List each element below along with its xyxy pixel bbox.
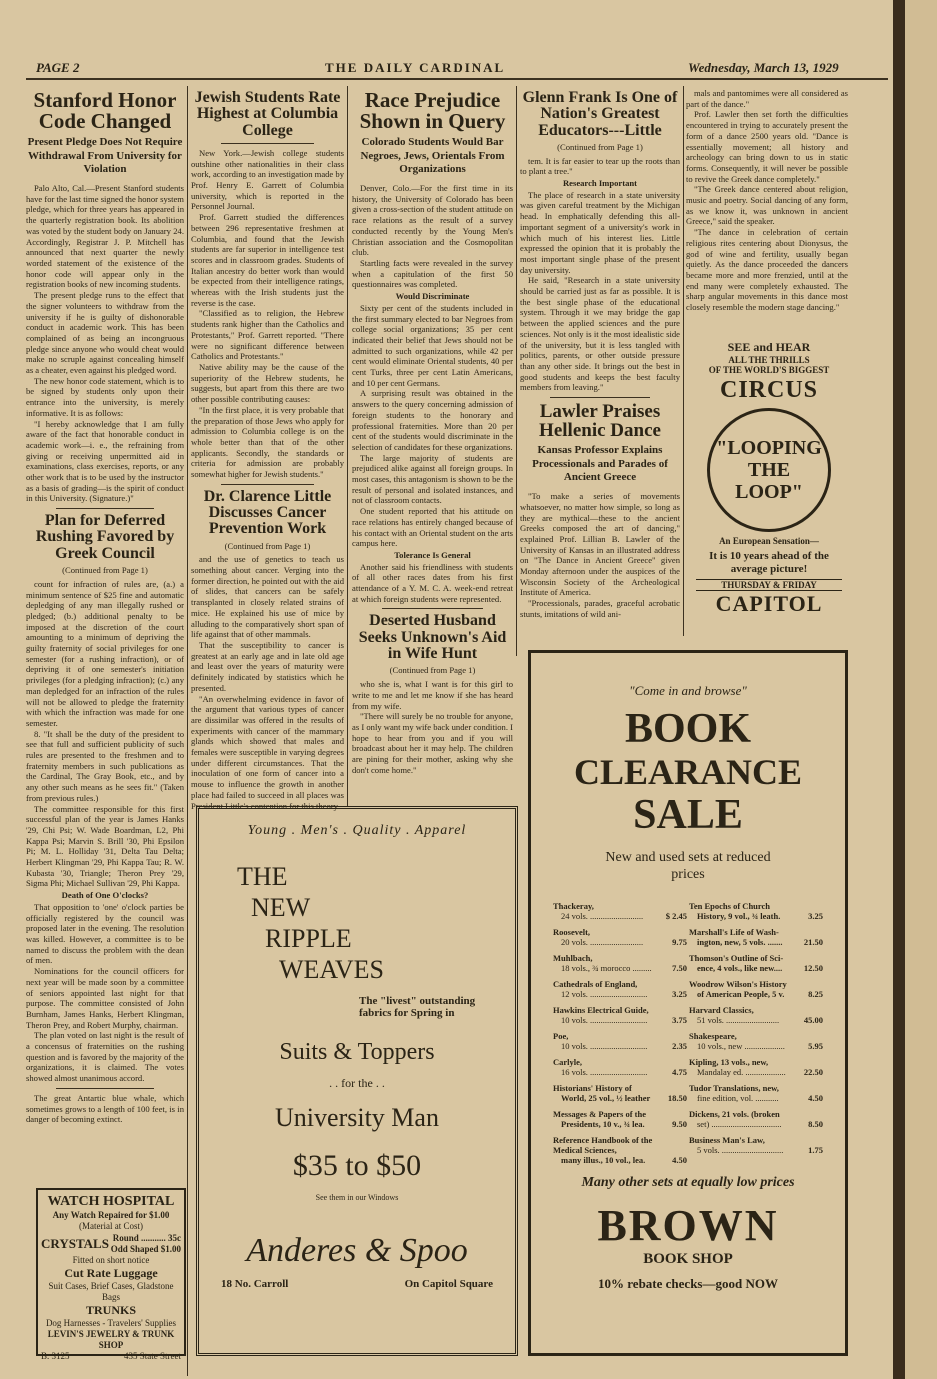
book-detail: of American People, 5 v. — [697, 989, 785, 999]
book-detail: ence, 4 vols., like new.... — [697, 963, 783, 973]
article-paragraph: The place of research in a state university was given careful treatment by the Michigan head. In emphatically defending this all-important segment of a university's work in which much of his interest lies. Little expressed the opinion that it is probably the most important single phase of the present day university. — [520, 189, 680, 275]
frank-headline: Glenn Frank Is One of Nation's Greatest Educators---Little — [522, 89, 678, 139]
ad-line: Fitted on short notice — [72, 1255, 150, 1265]
book-detail: 10 vols. ........................... — [561, 1041, 648, 1051]
book-detail: ington, new, 5 vols. ....... — [697, 937, 783, 947]
article-paragraph: The new honor code statement, which is to be signed by students only upon their entrance into the university, is merely informative. It is as follows: — [26, 375, 184, 418]
ad-phone: B. 3125 — [41, 1351, 70, 1361]
book-price: 7.50 — [672, 963, 687, 973]
ad-line: . . for the . . — [329, 1076, 385, 1090]
book-detail: 10 vols., new ................... — [697, 1041, 785, 1051]
ad-line: Odd Shaped $1.00 — [110, 1244, 181, 1254]
book-detail: Mandalay ed. ................... — [697, 1067, 786, 1077]
ad-title: NEW — [251, 893, 311, 922]
book-title: Historians' History of — [553, 1083, 632, 1093]
masthead: THE DAILY CARDINAL — [325, 60, 506, 75]
page-number: PAGE 2 — [36, 60, 80, 75]
book-price: 45.00 — [803, 1015, 823, 1025]
article-paragraph: New York.—Jewish college students outshine other nationalities in their class work, according to an investigation made by Prof. Henry E. Garrett of Columbia university, which is reported in the Personnel Journal. — [191, 147, 344, 212]
book-title: Business Man's Law, — [689, 1135, 765, 1145]
article-paragraph: "Classified as to religion, the Hebrew students rank higher than the Catholics and Protestants," Prof. Garrett reported. "There were no significant difference between Catholics and Protestants." — [191, 308, 344, 362]
ad-line: SEE and HEAR — [727, 340, 811, 354]
book-price: 4.75 — [672, 1067, 687, 1077]
article-paragraph: mals and pantomimes were all considered as part of the dance." — [686, 88, 848, 109]
column-rule — [516, 86, 517, 656]
ad-bookshop: BOOK SHOP — [643, 1251, 733, 1267]
ad-line: LEVIN'S JEWELRY & TRUNK SHOP — [47, 1329, 175, 1350]
divider — [221, 484, 314, 485]
article-paragraph: Another said his friendliness with students of all other races dates from his first attendance of a Y. M. C. A. week-end retreat at which foreign students were represented. — [352, 561, 513, 604]
stanford-deck: Present Pledge Does Not Require Withdrawal From University for Violation — [27, 135, 183, 176]
ad-circus: CIRCUS — [719, 377, 818, 403]
ad-title: THE — [237, 862, 288, 891]
continued-note: (Continued from Page 1) — [224, 540, 311, 551]
ad-line: Suit Cases, Brief Cases, Gladstone Bags — [48, 1281, 174, 1302]
book-title: Muhlbach, — [553, 953, 593, 963]
book-detail: 10 vols. ........................... — [561, 1015, 648, 1025]
book-detail: 16 vols. ........................... — [561, 1067, 648, 1077]
book-price: $ 2.45 — [665, 911, 687, 921]
ad-line: Round ........... 35c — [112, 1233, 181, 1243]
column-rule — [347, 86, 348, 806]
book-title: Shakespeare, — [689, 1031, 737, 1041]
ad-address: On Capitol Square — [404, 1278, 493, 1290]
ad-line: (Material at Cost) — [79, 1221, 143, 1231]
article-paragraph: That the susceptibility to cancer is greatest at an early age and in late old age and least over the years of maturity were definitely indicated by statistics which he presented. — [191, 640, 344, 693]
jewish-headline: Jewish Students Rate Highest at Columbia College — [194, 89, 341, 139]
ad-line: OF THE WORLD'S BIGGEST — [708, 365, 830, 375]
article-paragraph: Native ability may be the cause of the superiority of the Hebrew students, he suggests, but apart from this there are two other possible contributing causes: — [191, 362, 344, 405]
book-price: 9.50 — [672, 1119, 687, 1129]
article-paragraph: One student reported that his attitude on race relations has entirely changed because of his contact with an Oriental student on the arts campus here. — [352, 506, 513, 549]
article-paragraph: The great Antartic blue whale, which sometimes grows to a length of 100 feet, is in danger of becoming extinct. — [26, 1092, 184, 1125]
deserted-headline: Deserted Husband Seeks Unknown's Aid in Wife Hunt — [358, 612, 507, 663]
ad-line: TRUNKS — [85, 1303, 136, 1317]
book-title: Poe, — [553, 1031, 569, 1041]
ad-line: Any Watch Repaired for $1.00 — [52, 1210, 170, 1220]
capitol-theater-ad — [692, 336, 846, 636]
divider — [382, 608, 483, 609]
book-price: 2.35 — [672, 1041, 687, 1051]
ad-address: 18 No. Carroll — [221, 1278, 289, 1290]
divider — [56, 508, 154, 509]
watch-hospital-ad — [36, 1188, 186, 1361]
race-deck: Colorado Students Would Bar Negroes, Jews, Orientals From Organizations — [360, 135, 505, 176]
article-paragraph: The plan voted on last night is the result of a concensus of fraternities on the rushing question and is favored by the majority of the organizations, it is claimed. The votes showed almost unanimous accord. — [26, 1030, 184, 1084]
book-title: Ten Epochs of Church — [689, 901, 771, 911]
article-paragraph: He said, "Research in a state university should be carried just as far as possible. It is the best single phase of the educational system. Through it we may bridge the gap between the applied sciences and the pure sciences. Not only is it the most idealistic side of the university, but it is less tangled with politics, parents, or other outside pressure than any other side. It brings out the best in good students and keeps the best faculty members from leaving." — [520, 275, 680, 393]
article-paragraph: A surprising result was obtained in the answers to the query concerning admission of foreign students to the honorary and professional fraternities. More than 20 per cent of the students would discriminate in the selection of candidates for these organizations. — [352, 388, 513, 452]
ad-suits: Suits & Toppers — [279, 1039, 435, 1065]
divider — [221, 143, 314, 144]
ad-title: RIPPLE — [265, 924, 352, 953]
race-headline: Race Prejudice Shown in Query — [359, 88, 506, 134]
article-paragraph: Denver, Colo.—For the first time in its history, the University of Colorado has been given a cross-section of the student attitude on race relations as the result of a survey conducted recently by the Young Men's Christian association and the Cosmopolitan club. — [352, 183, 513, 258]
ad-line: An European Sensation— — [719, 536, 819, 546]
book-price: 1.75 — [808, 1145, 823, 1155]
column-5 — [686, 88, 848, 328]
subhead: Research Important — [562, 178, 638, 189]
book-list-left — [553, 901, 687, 1171]
article-paragraph: "To make a series of movements whatsoever, no matter how simple, so long as they are mythical—these to the ancient Greeks composed the art of dancing," explained Prof. Lillian B. Lawler of the University of Kansas in an illustrated address on "The Dance in Ancient Greece" given Monday afternoon under the auspices of the Wisconsin Society of the Archeological Institute of America. — [520, 491, 680, 598]
ad-browse: "Come in and browse" — [629, 683, 747, 698]
article-paragraph: Nominations for the council officers for next year will be made soon by a committee of seniors appointed last night for that purpose. The committee consisted of John Burnham, James Hanks, Herbert Klingman, Theron Prey, and Robert Murphy, chairman. — [26, 966, 184, 1030]
book-title: Thackeray, — [553, 901, 594, 911]
article-paragraph: Prof. Lawler then set forth the difficulties encountered in trying to accurately present the form of a dance 2500 years old. "Dance is essentially movement; all history and archeology can bring down to us in static forms. Consequently, it will never be possible to revive the Greek dance completely." — [686, 109, 848, 184]
article-paragraph: "There will surely be no trouble for anyone, as I only want my wife back under condition. I hope to hear from you and if you will broadcast about her it may help. The children are pining for their mother, asking why she don't come home." — [352, 711, 513, 775]
ad-line: It is 10 years ahead of the average picture! — [709, 550, 829, 575]
ad-book: BOOK — [624, 706, 752, 752]
ad-clearance: CLEARANCE — [573, 752, 803, 792]
article-paragraph: "Processionals, parades, graceful acrobatic stunts, imitations of wild ani- — [520, 598, 680, 619]
issue-date: Wednesday, March 13, 1929 — [688, 60, 839, 75]
book-title: Cathedrals of England, — [553, 979, 638, 989]
anderes-spoo-ad — [196, 806, 518, 1356]
book-price: 5.95 — [808, 1041, 823, 1051]
book-detail: World, 25 vol., ½ leather — [561, 1093, 651, 1103]
book-title: Harvard Classics, — [689, 1005, 754, 1015]
book-price: 8.50 — [808, 1119, 823, 1129]
ad-crystals: CRYSTALS — [41, 1236, 109, 1251]
book-detail: fine edition, vol. ........... — [697, 1093, 779, 1103]
book-price: 8.25 — [808, 989, 823, 999]
ad-store-name: Anderes & Spoo — [246, 1232, 468, 1269]
ad-price: $35 to $50 — [292, 1149, 422, 1182]
book-title: Woodrow Wilson's History — [689, 979, 787, 989]
ad-line: Cut Rate Luggage — [64, 1266, 158, 1280]
article-paragraph: "The Greek dance centered about religion, music and poetry. Social dancing of any form, as we know it, was unknown in ancient Greece," said the speaker. — [686, 184, 848, 227]
ad-address: 435 State Street — [124, 1351, 181, 1361]
book-price: 3.25 — [808, 911, 823, 921]
book-list — [553, 901, 823, 1171]
ad-line: ALL THE THRILLS — [728, 355, 810, 365]
article-paragraph: Prof. Garrett studied the differences between 296 representative freshmen at Columbia, and found that the Jewish students are far superior in intelligence test scores and in classroom grades. Students of Italian ancestry do better work than would be expected from their intelligence ratings, whereas with the Irish students just the reverse is the case. — [191, 212, 344, 308]
book-detail: History, 9 vol., ¾ leath. — [697, 911, 781, 921]
article-paragraph: Startling facts were revealed in the survey when a capitulation of the first 50 questionnaires was completed. — [352, 257, 513, 290]
book-title: Messages & Papers of the — [553, 1109, 647, 1119]
column-rule — [187, 86, 188, 1376]
book-detail: set) ................................. — [697, 1119, 782, 1129]
column-rule — [683, 86, 684, 636]
ad-theater: CAPITOL — [715, 591, 823, 616]
article-paragraph: "I hereby acknowledge that I am fully aware of the fact that honorable conduct in academic work—i. e., the refraining from giving or receiving unpermitted aid in examinations, class exercises, reports, or any other work that is to be used by the instructor as a basis of grading—is the spirit of conduct in this University. (Signature.)" — [26, 418, 184, 504]
article-paragraph: Sixty per cent of the students included in the first summary elected to bar Negroes from college social organizations; 35 per cent indicated their belief that Jews should not be admitted to such organizations, while 42 per cent would eliminate Oriental students, 40 per cent Turks, three per cent Latin Americans, and 10 per cent Germans. — [352, 302, 513, 388]
column-3 — [352, 88, 513, 803]
book-detail: 18 vols., ¾ morocco ......... — [561, 963, 652, 973]
book-detail: 12 vols. ........................... — [561, 989, 648, 999]
article-paragraph: and the use of genetics to teach us something about cancer. Verging into the former direction, he pointed out with the aid of slides, that cancers can be safely transplanted in closely related strains of mice. He explained his use of mice by alluding to the comparatively short span of life against that of other mammals. — [191, 554, 344, 640]
book-detail: 51 vols. ......................... — [697, 1015, 780, 1025]
subhead: Death of One O'clocks? — [61, 890, 149, 901]
ad-line: See them in our Windows — [315, 1193, 399, 1202]
article-paragraph: The present pledge runs to the effect that the signer volunteers to withdraw from the university if he is guilty of dishonorable conduct in academic work. This has been complained of as being an incongruous pledge since anyone who would cheat would make no scruple against concealing himself as a cheater, even against his pledged word. — [26, 290, 184, 376]
book-detail: Presidents, 10 v., ¾ lea. — [561, 1119, 645, 1129]
article-paragraph: The large majority of students are prejudiced alike against all foreign groups. In most cases, this antagonism is shown to be the result of personal and isolated instances, and not of classroom contacts. — [352, 452, 513, 506]
book-price: 12.50 — [803, 963, 823, 973]
article-paragraph: "The dance in celebration of certain religious rites centering about Dionysus, the god of wine and fertility, usually began quietly. As the dance proceeded the dancers became more and more frenzied, until at the end many were completely exhausted. The sharp angular movements in this dance most closely resemble the modern stage dancing." — [686, 227, 848, 313]
ad-brown: BROWN — [597, 1201, 779, 1250]
looping-ring — [707, 408, 831, 532]
ad-line: Dog Harnesses - Travelers' Supplies — [45, 1318, 177, 1328]
ad-sale: SALE — [633, 792, 743, 838]
book-title: Carlyle, — [553, 1057, 583, 1067]
article-paragraph: tem. It is far easier to tear up the roots than to plant a tree." — [520, 155, 680, 177]
book-price: 9.75 — [672, 937, 687, 947]
ad-line: The "livest" outstanding fabrics for Spring in — [359, 995, 476, 1019]
ad-manyother: Many other sets at equally low prices — [581, 1175, 795, 1190]
continued-note: (Continued from Page 1) — [557, 141, 643, 152]
ad-the: THE — [747, 459, 791, 481]
article-paragraph: That opposition to 'one' o'clock parties be officially registered by the council was proposed later in the evening. The resolution was killed. However, a committee is to be named to discuss the problem with the dean of men. — [26, 901, 184, 966]
divider — [56, 1088, 154, 1089]
article-paragraph: count for infraction of rules are, (a.) a minimum sentence of $25 fine and automatic depledging of any man illegally rushed or pledged; (b.) additional penalty to be imposed at the discretion of the court amounting to a minimum of depriving the guilty fraternity of social privileges for one semester (for a rushing infraction), or of depriving it of one semester's initiation privileges (for a pledging infraction); (c.) any man depledged for an infraction of the rules will not be allowed to pledge the fraternity with which the infraction was made for one semester. — [26, 578, 184, 728]
article-paragraph: The committee responsible for this first successful plan of the year is James Hanks '29, Chi Psi; W. Wade Boardman, L2, Phi Kappa Psi; Marvin S. Brill '30, Phi Epsilon Pi; M. L. Holliday '31, Delta Tau Delta; Herbert Klingman '29, Phi Kappa Tau; R. W. Kubasta '30, Triangle; Theron Prey '29, Sigma Phi; Michael Sullivan '29, Phi Kappa. — [26, 803, 184, 889]
ad-rebate: 10% rebate checks—good NOW — [598, 1276, 778, 1291]
next-page-edge — [905, 0, 937, 1379]
masthead-rule — [26, 78, 888, 80]
article-paragraph: "An overwhelming evidence in favor of the argument that various types of cancer are dissimilar was offered in the results of experiments with cancer of the mammary glands which showed that males and females were susceptible in varying degrees under different circumstances. That the inoculation of one form of cancer into a mouse to influence the growth in another place had failed to succeed in all places was President Little's contention for this theory. — [191, 693, 344, 811]
book-title: Dickens, 21 vols. (broken — [689, 1109, 780, 1119]
ad-looping: "LOOPING — [716, 437, 822, 459]
book-detail: many illus., 10 vol., lea. — [561, 1155, 646, 1165]
article-paragraph: 8. "It shall be the duty of the president to see that full and sufficient publicity of such rules are presented to the freshmen and to fraternity members in such publications as the Cardinal, The Gray Book, etc., and by any other such means as he sees fit." (Taken from previous rules.) — [26, 728, 184, 803]
book-price: 22.50 — [803, 1067, 823, 1077]
article-paragraph: "In the first place, it is very probable that the preparation of those Jews who apply for admission to Columbia college is on the whole better than that of the other applicants. Secondly, the standards or criteria for admission are probably somewhat higher for Jewish students." — [191, 404, 344, 480]
book-price: 3.25 — [672, 989, 687, 999]
ad-line: THURSDAY & FRIDAY — [696, 579, 842, 591]
book-price: 4.50 — [808, 1093, 823, 1103]
continued-note: (Continued from Page 1) — [62, 565, 148, 576]
book-title: Roosevelt, — [553, 927, 591, 937]
book-title: Marshall's Life of Wash- — [689, 927, 779, 937]
book-price: 4.50 — [672, 1155, 687, 1165]
book-title: Thomson's Outline of Sci- — [689, 953, 784, 963]
book-title: Tudor Translations, new, — [689, 1083, 779, 1093]
column-2 — [191, 88, 344, 811]
book-title: Kipling, 13 vols., new, — [689, 1057, 769, 1067]
continued-note: (Continued from Page 1) — [389, 665, 476, 676]
deferred-headline: Plan for Deferred Rushing Favored by Greek Council — [35, 512, 175, 562]
book-title: Hawkins Electrical Guide, — [553, 1005, 649, 1015]
book-price: 3.75 — [672, 1015, 687, 1025]
article-paragraph: Palo Alto, Cal.—Present Stanford students have for the last time signed the honor system pledge, which for three years has appeared in the quarterly registration book. Its abolition was voted by the student body on January 24. Accordingly, Registrar J. P. Mitchell has announced that next quarter the newly worded statement of the existence of the honor code will appear only in the registration books of new incoming students. — [26, 183, 184, 290]
lawler-deck: Kansas Professor Explains Processionals and Parades of Ancient Greece — [532, 443, 668, 484]
article-paragraph: who she is, what I want is for this girl to write to me and let me know if she has heard from my wife. — [352, 679, 513, 711]
ad-title: WATCH HOSPITAL — [47, 1194, 175, 1209]
divider — [550, 397, 650, 398]
book-list-right — [689, 901, 823, 1171]
brown-book-shop-ad — [528, 650, 848, 1356]
ad-topline: Young . Men's . Quality . Apparel — [247, 823, 467, 838]
book-detail: 5 vols. ............................. — [697, 1145, 784, 1155]
book-detail: 24 vols. ......................... — [561, 911, 644, 921]
book-price: 18.50 — [667, 1093, 687, 1103]
subhead: Tolerance Is General — [394, 549, 471, 560]
ad-title: WEAVES — [279, 955, 384, 984]
subhead: Would Discriminate — [395, 291, 470, 302]
ad-newused: New and used sets at reduced prices — [605, 850, 771, 882]
book-title: Reference Handbook of the Medical Sciences, — [553, 1135, 653, 1155]
little-headline: Dr. Clarence Little Discusses Cancer Prevention Work — [203, 487, 332, 538]
column-1 — [26, 88, 184, 1183]
book-detail: 20 vols. ......................... — [561, 937, 644, 947]
ad-loop: LOOP" — [735, 481, 803, 503]
lawler-headline: Lawler Praises Hellenic Dance — [539, 401, 661, 442]
ad-university: University Man — [275, 1103, 439, 1132]
column-4 — [520, 88, 680, 643]
stanford-headline: Stanford Honor Code Changed — [33, 88, 177, 134]
book-price: 21.50 — [803, 937, 823, 947]
